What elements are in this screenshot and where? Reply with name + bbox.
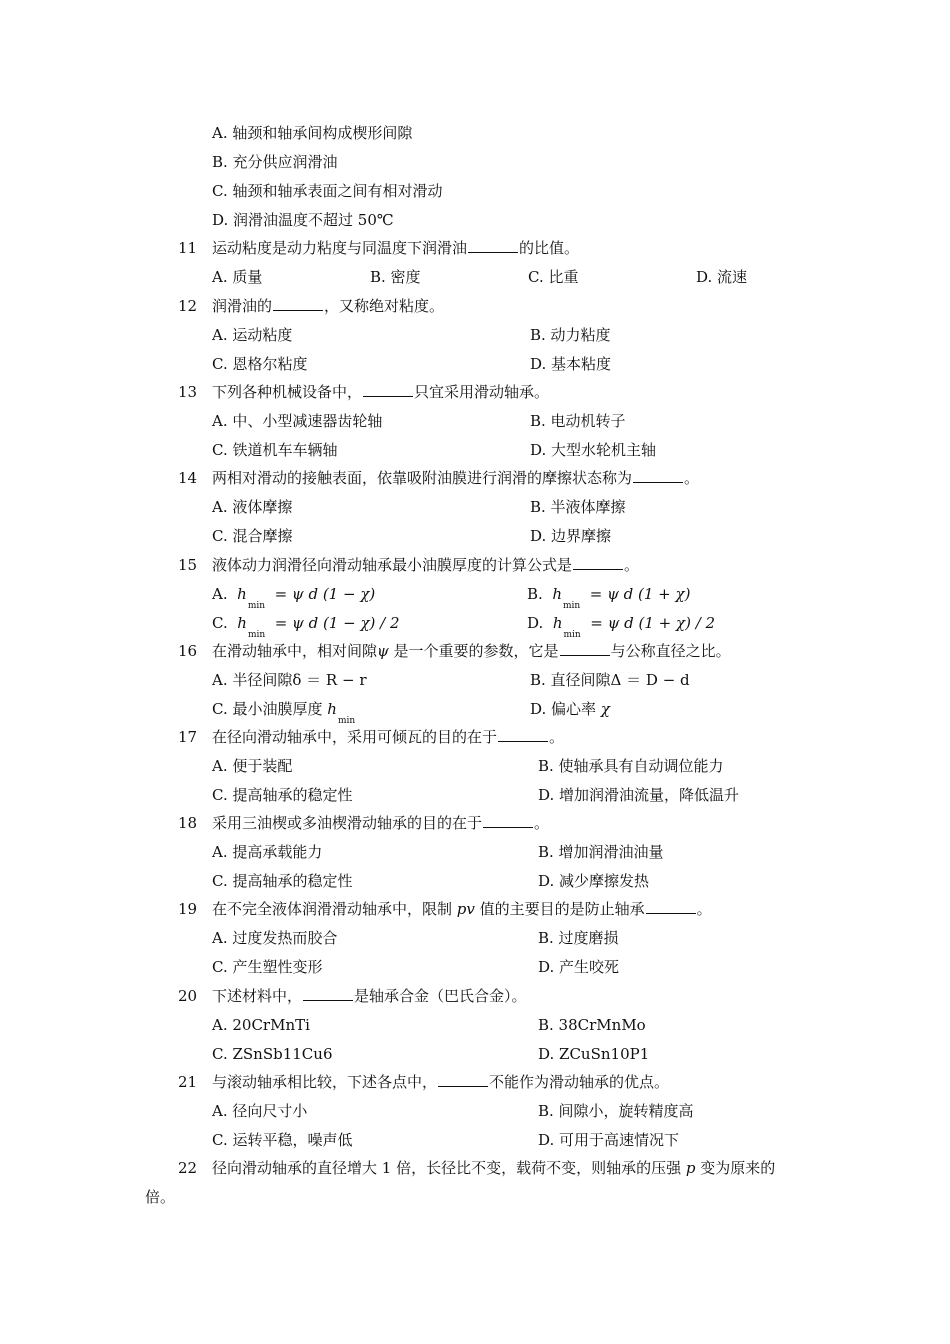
q19-option-a: A. 过度发热而胶合 (212, 929, 338, 947)
question-14 (0, 468, 950, 488)
q17-option-c: C. 提高轴承的稳定性 (212, 786, 353, 804)
q14-option-a: A. 液体摩擦 (212, 498, 293, 516)
q15-option-a: A. $h_{min} = \psi$ d (1 − χ) (212, 585, 376, 611)
question-number: 22 (178, 1159, 198, 1177)
answer-blank (646, 899, 696, 914)
q14-option-b: B. 半液体摩擦 (530, 498, 626, 516)
answer-blank (573, 555, 623, 570)
q11-option-b: B. 密度 (370, 268, 421, 286)
question-stem: 在径向滑动轴承中，采用可倾瓦的目的在于 。 (212, 728, 565, 746)
q19-option-d: D. 产生咬死 (538, 958, 620, 976)
question-stem: 两相对滑动的接触表面，依靠吸附油膜进行润滑的摩擦状态称为 。 (212, 469, 700, 487)
question-stem: 在不完全液体润滑滑动轴承中，限制 pv 值的主要目的是防止轴承 。 (212, 900, 712, 918)
q21-option-d: D. 可用于高速情况下 (538, 1131, 680, 1149)
question-number: 21 (178, 1073, 198, 1091)
question-11 (0, 238, 950, 258)
question-stem: 下述材料中， 是轴承合金（巴氏合金）。 (212, 987, 527, 1005)
answer-blank (273, 296, 323, 311)
question-22 (0, 1158, 950, 1178)
q13-option-a: A. 中、小型减速器齿轮轴 (212, 412, 383, 430)
question-stem: 与滚动轴承相比较，下述各点中， 不能作为滑动轴承的优点。 (212, 1073, 670, 1091)
q16-option-a: A. 半径间隙δ ＝ R − r (212, 671, 367, 689)
q18-option-d: D. 减少摩擦发热 (538, 872, 650, 890)
q18-option-b: B. 增加润滑油油量 (538, 843, 664, 861)
answer-blank (483, 813, 533, 828)
question-stem: 液体动力润滑径向滑动轴承最小油膜厚度的计算公式是 。 (212, 556, 640, 574)
question-number: 12 (178, 297, 198, 315)
question-13 (0, 382, 950, 402)
question-18 (0, 813, 950, 833)
q14-option-c: C. 混合摩擦 (212, 527, 293, 545)
question-number: 16 (178, 642, 198, 660)
q17-option-d: D. 增加润滑油流量，降低温升 (538, 786, 740, 804)
q20-option-b: B. 38CrMnMo (538, 1016, 646, 1034)
answer-blank (498, 727, 548, 742)
question-stem: 径向滑动轴承的直径增大 1 倍，长径比不变，载荷不变，则轴承的压强 p 变为原来的 (212, 1159, 776, 1177)
answer-blank (560, 641, 610, 656)
q21-option-c: C. 运转平稳，噪声低 (212, 1131, 353, 1149)
question-21 (0, 1072, 950, 1092)
q17-option-a: A. 便于装配 (212, 757, 293, 775)
q21-option-b: B. 间隙小，旋转精度高 (538, 1102, 694, 1120)
question-16 (0, 641, 950, 661)
question-number: 15 (178, 556, 198, 574)
q11-option-d: D. 流速 (696, 268, 748, 286)
question-stem: 运动粘度是动力粘度与同温度下润滑油 的比值。 (212, 239, 580, 257)
q20-option-d: D. ZCuSn10P1 (538, 1045, 650, 1063)
question-12 (0, 296, 950, 316)
q15-option-b: B. $h_{min} = \psi$ d (1 + χ) (527, 585, 691, 611)
question-17 (0, 727, 950, 747)
q18-option-c: C. 提高轴承的稳定性 (212, 872, 353, 890)
question-stem: 采用三油楔或多油楔滑动轴承的目的在于 。 (212, 814, 550, 832)
q16-option-c: C. 最小油膜厚度 $h_{min}$ (212, 700, 356, 726)
q12-option-c: C. 恩格尔粘度 (212, 355, 308, 373)
question-number: 18 (178, 814, 198, 832)
q18-option-a: A. 提高承载能力 (212, 843, 323, 861)
question-number: 20 (178, 987, 198, 1005)
q12-option-b: B. 动力粘度 (530, 326, 611, 344)
q15-option-d: D. $h_{min} = \psi$ d (1 + χ) / 2 (527, 614, 716, 640)
question-20 (0, 986, 950, 1006)
q19-option-b: B. 过度磨损 (538, 929, 619, 947)
q16-option-b: B. 直径间隙Δ ＝ D − d (530, 671, 690, 689)
q16-option-d: D. 偏心率 χ (530, 700, 610, 718)
q10-option-a: A. 轴颈和轴承间构成楔形间隙 (212, 124, 413, 142)
question-number: 11 (178, 239, 198, 257)
q11-option-c: C. 比重 (528, 268, 579, 286)
answer-blank (363, 382, 413, 397)
answer-blank (438, 1072, 488, 1087)
q19-option-c: C. 产生塑性变形 (212, 958, 323, 976)
q14-option-d: D. 边界摩擦 (530, 527, 612, 545)
question-number: 13 (178, 383, 198, 401)
question-number: 14 (178, 469, 198, 487)
q21-option-a: A. 径向尺寸小 (212, 1102, 308, 1120)
question-stem: 润滑油的 ，又称绝对粘度。 (212, 297, 445, 315)
question-22-continuation: 倍。 (145, 1188, 176, 1206)
question-number: 19 (178, 900, 198, 918)
q20-option-a: A. 20CrMnTi (212, 1016, 310, 1034)
q12-option-a: A. 运动粘度 (212, 326, 293, 344)
q10-option-d: D. 润滑油温度不超过 50℃ (212, 211, 394, 229)
answer-blank (468, 238, 518, 253)
q15-option-c: C. $h_{min} = \psi$ d (1 − χ) / 2 (212, 614, 400, 640)
answer-blank (633, 468, 683, 483)
question-15 (0, 555, 950, 575)
q10-option-c: C. 轴颈和轴承表面之间有相对滑动 (212, 182, 443, 200)
question-19 (0, 899, 950, 919)
answer-blank (303, 986, 353, 1001)
q13-option-d: D. 大型水轮机主轴 (530, 441, 657, 459)
q10-option-b: B. 充分供应润滑油 (212, 153, 338, 171)
question-stem: 在滑动轴承中，相对间隙ψ 是一个重要的参数，它是 与公称直径之比。 (212, 642, 731, 660)
q17-option-b: B. 使轴承具有自动调位能力 (538, 757, 724, 775)
q20-option-c: C. ZSnSb11Cu6 (212, 1045, 333, 1063)
question-number: 17 (178, 728, 198, 746)
q11-option-a: A. 质量 (212, 268, 263, 286)
q13-option-b: B. 电动机转子 (530, 412, 626, 430)
q13-option-c: C. 铁道机车车辆轴 (212, 441, 338, 459)
question-stem: 下列各种机械设备中， 只宜采用滑动轴承。 (212, 383, 550, 401)
q12-option-d: D. 基本粘度 (530, 355, 612, 373)
